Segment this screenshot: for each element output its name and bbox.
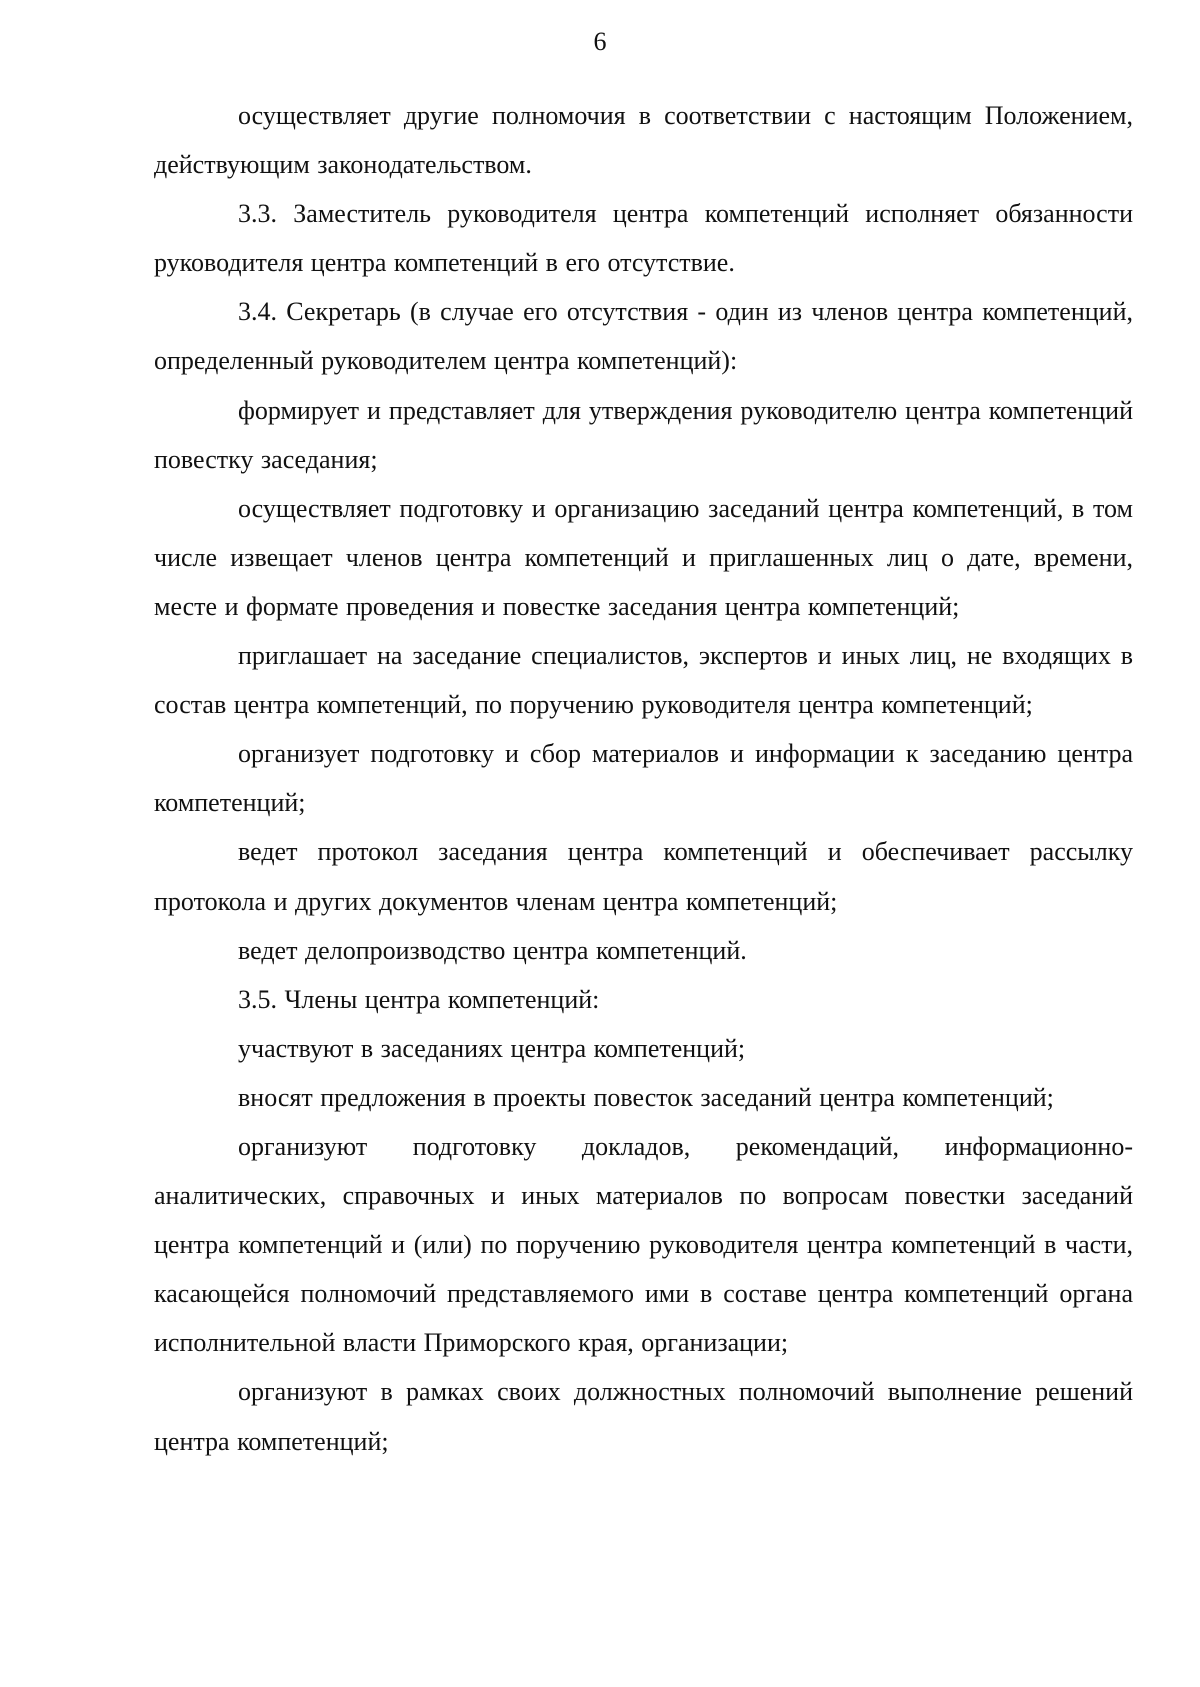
page-number: 6 [593, 27, 607, 56]
paragraph: 3.4. Секретарь (в случае его отсутствия - один из членов центра компетенций, определенный руководителем центра компетенций): [154, 297, 1133, 376]
paragraph: осуществляет другие полномочия в соответствии с настоящим Положением, действующим законодательством. [154, 101, 1133, 180]
document-body [154, 91, 1133, 1466]
paragraph: участвуют в заседаниях центра компетенций; [238, 1033, 746, 1063]
paragraph: организуют подготовку докладов, рекомендаций, информационно-аналитических, справочных и иных материалов по вопросам повестки заседаний центра компетенций и (или) по поручению руководителя центра компетенций в части, касающейся полномочий представляемого ими в составе центра компетенций органа исполнительной власти Приморского края, организации; [154, 1131, 1133, 1358]
paragraph: вносят предложения в проекты повесток заседаний центра компетенций; [238, 1082, 1054, 1112]
paragraph: 3.3. Заместитель руководителя центра компетенций исполняет обязанности руководителя центра компетенций в его отсутствие. [154, 199, 1133, 278]
paragraph: организуют в рамках своих должностных полномочий выполнение решений центра компетенций; [154, 1377, 1133, 1456]
paragraph: осуществляет подготовку и организацию заседаний центра компетенций, в том числе извещает членов центра компетенций и приглашенных лиц о дате, времени, месте и формате проведения и повестке заседания центра компетенций; [154, 493, 1133, 621]
paragraph: ведет делопроизводство центра компетенций. [238, 935, 747, 965]
paragraph: приглашает на заседание специалистов, экспертов и иных лиц, не входящих в состав центра компетенций, по поручению руководителя центра компетенций; [154, 641, 1133, 720]
paragraph: организует подготовку и сбор материалов и информации к заседанию центра компетенций; [154, 739, 1133, 818]
paragraph: 3.5. Члены центра компетенций: [238, 984, 600, 1014]
paragraph: ведет протокол заседания центра компетенций и обеспечивает рассылку протокола и других документов членам центра компетенций; [154, 837, 1133, 916]
paragraph: формирует и представляет для утверждения руководителю центра компетенций повестку заседания; [154, 395, 1133, 474]
